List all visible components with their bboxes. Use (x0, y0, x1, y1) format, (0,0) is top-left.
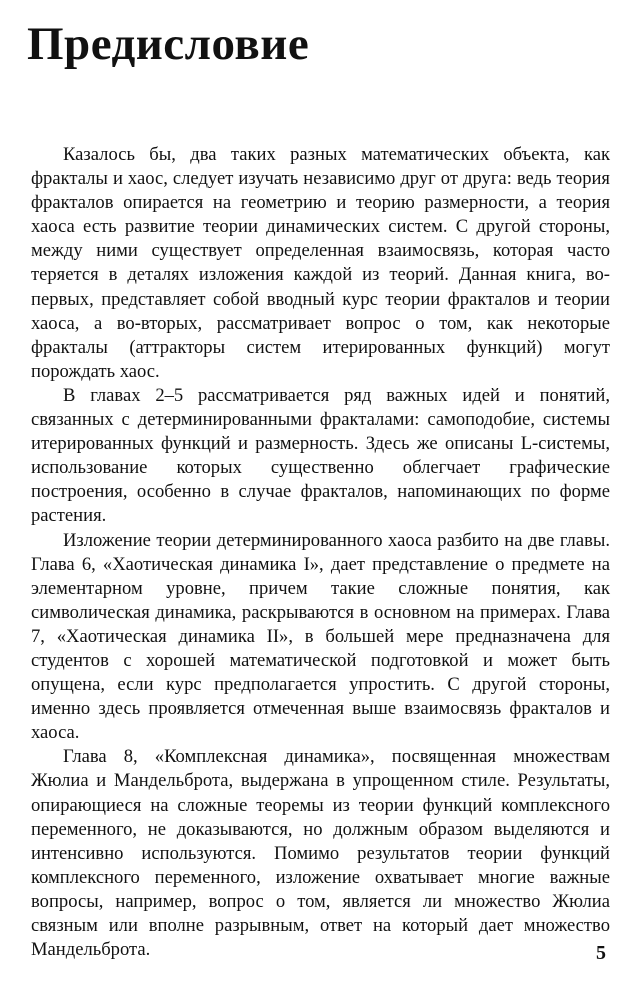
paragraph: В главах 2–5 рассматривается ряд важных идей и понятий, связанных с детерминированными фракталами: самоподобие, системы итерированных функций и размерность. Здесь же описаны L-системы, использование которых существенно облегчает графические построения, особенно в случае фракталов, напоминающих по форме растения. (31, 384, 610, 527)
paragraph: Изложение теории детерминированного хаоса разбито на две главы. Глава 6, «Хаотическая динамика I», дает представление о предмете на элементарном уровне, причем такие сложные понятия, как символическая динамика, раскрываются в основном на примерах. Глава 7, «Хаотическая динамика II», в большей мере предназначена для студентов с хорошей математической подготовкой и может быть опущена, если курс предполагается упростить. С другой стороны, именно здесь проявляется отмеченная выше взаимосвязь фракталов и хаоса. (31, 529, 610, 744)
paragraph: Казалось бы, два таких разных математических объекта, как фракталы и хаос, следует изучать независимо друг от друга: ведь теория фракталов опирается на геометрию и теорию размерности, а теория хаоса есть развитие теории динамических систем. С другой стороны, между ними существует определенная взаимосвязь, которая часто теряется в деталях изложения каждой из теорий. Данная книга, во-первых, представляет собой вводный курс теории фракталов и теории хаоса, а во-вторых, рассматривает вопрос о том, как некоторые фракталы (аттракторы систем итерированных функций) могут порождать хаос. (31, 144, 610, 382)
preface-body (31, 143, 610, 962)
chapter-title: Предисловие (27, 18, 310, 70)
paragraph: Глава 8, «Комплексная динамика», посвященная множествам Жюлиа и Мандельброта, выдержана в упрощенном стиле. Результаты, опирающиеся на сложные теоремы из теории функций комплексного переменного, не доказываются, но должным образом выделяются и интенсивно используются. Помимо результатов теории функций комплексного переменного, изложение охватывает многие важные вопросы, например, вопрос о том, является ли множество Жюлиа связным или вполне разрывным, ответ на который дает множество Мандельброта. (31, 746, 610, 961)
page-number: 5 (596, 942, 606, 964)
